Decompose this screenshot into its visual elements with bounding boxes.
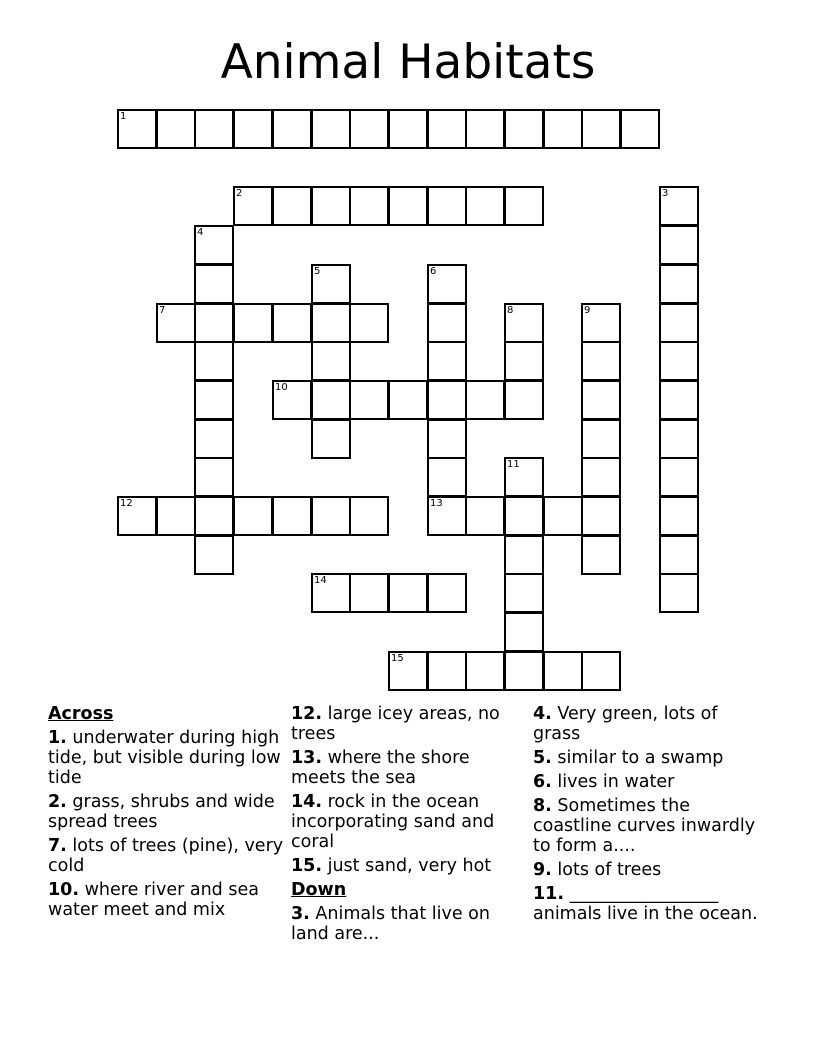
grid-cell[interactable] — [659, 573, 699, 613]
grid-cell[interactable] — [349, 109, 389, 149]
grid-cell[interactable] — [311, 496, 351, 536]
cell-number: 5 — [314, 266, 321, 277]
clue-down-8 — [533, 796, 763, 856]
grid-cell[interactable] — [427, 573, 467, 613]
clue-number: 12. — [291, 704, 323, 724]
grid-cell[interactable] — [659, 496, 699, 536]
grid-cell[interactable] — [427, 303, 467, 343]
cell-number: 14 — [314, 575, 327, 586]
grid-cell[interactable] — [272, 303, 312, 343]
cell-number: 11 — [507, 459, 520, 470]
cell-number: 9 — [584, 305, 591, 316]
grid-cell[interactable] — [581, 380, 621, 420]
grid-cell[interactable] — [349, 380, 389, 420]
clue-text: lives in water — [557, 772, 675, 792]
grid-cell[interactable] — [427, 457, 467, 497]
grid-cell[interactable] — [465, 109, 505, 149]
grid-cell[interactable] — [194, 419, 234, 459]
grid-cell[interactable] — [659, 225, 699, 265]
grid-cell[interactable] — [620, 109, 660, 149]
clue-across-14 — [291, 792, 529, 852]
across-heading: Across — [48, 704, 114, 724]
page-title: Animal Habitats — [220, 35, 596, 90]
grid-cell[interactable] — [504, 380, 544, 420]
grid-cell[interactable] — [156, 109, 196, 149]
grid-cell[interactable] — [156, 496, 196, 536]
grid-cell[interactable] — [233, 186, 273, 226]
grid-cell[interactable] — [233, 109, 273, 149]
clue-across-7 — [48, 836, 286, 876]
cell-number: 15 — [391, 653, 404, 664]
grid-cell[interactable] — [427, 380, 467, 420]
clue-number: 13. — [291, 748, 323, 768]
grid-cell[interactable] — [465, 380, 505, 420]
clue-number: 4. — [533, 704, 552, 724]
grid-cell[interactable] — [194, 457, 234, 497]
grid-cell[interactable] — [427, 264, 467, 304]
grid-cell[interactable] — [659, 303, 699, 343]
grid-cell[interactable] — [272, 380, 312, 420]
grid-cell[interactable] — [194, 535, 234, 575]
grid-cell[interactable] — [504, 341, 544, 381]
grid-cell[interactable] — [272, 496, 312, 536]
grid-cell[interactable] — [194, 380, 234, 420]
clue-text: Very green, lots of grass — [533, 704, 718, 744]
grid-cell[interactable] — [504, 535, 544, 575]
grid-cell[interactable] — [581, 419, 621, 459]
grid-cell[interactable] — [311, 264, 351, 304]
grid-cell[interactable] — [194, 109, 234, 149]
grid-cell[interactable] — [311, 419, 351, 459]
clue-number: 15. — [291, 856, 323, 876]
clue-text: where river and sea water meet and mix — [48, 880, 259, 920]
grid-cell[interactable] — [659, 186, 699, 226]
cell-number: 8 — [507, 305, 514, 316]
cell-number: 3 — [662, 188, 669, 199]
grid-cell[interactable] — [194, 303, 234, 343]
cell-number: 1 — [120, 111, 127, 122]
grid-cell[interactable] — [388, 109, 428, 149]
cell-number: 6 — [430, 266, 437, 277]
clue-number: 9. — [533, 860, 552, 880]
clue-text: rock in the ocean incorporating sand and coral — [291, 792, 495, 852]
clue-down-11 — [533, 884, 763, 924]
grid-cell[interactable] — [156, 303, 196, 343]
grid-cell[interactable] — [194, 496, 234, 536]
cell-number: 13 — [430, 498, 443, 509]
clue-down-9 — [533, 860, 763, 880]
grid-cell[interactable] — [272, 186, 312, 226]
clue-across-2 — [48, 792, 286, 832]
down-heading: Down — [291, 880, 347, 900]
clue-across-15 — [291, 856, 529, 876]
grid-cell[interactable] — [349, 573, 389, 613]
grid-cell[interactable] — [659, 380, 699, 420]
grid-cell[interactable] — [349, 496, 389, 536]
grid-cell[interactable] — [117, 109, 157, 149]
grid-cell[interactable] — [388, 186, 428, 226]
clue-number: 10. — [48, 880, 80, 900]
grid-cell[interactable] — [194, 225, 234, 265]
cell-number: 7 — [159, 305, 166, 316]
clue-number: 6. — [533, 772, 552, 792]
clue-number: 5. — [533, 748, 552, 768]
clue-number: 2. — [48, 792, 67, 812]
clue-number: 8. — [533, 796, 552, 816]
clue-number: 3. — [291, 904, 310, 924]
clue-number: 14. — [291, 792, 323, 812]
clue-down-5 — [533, 748, 763, 768]
grid-cell[interactable] — [427, 496, 467, 536]
grid-cell[interactable] — [659, 535, 699, 575]
clue-across-13 — [291, 748, 529, 788]
cell-number: 2 — [236, 188, 243, 199]
grid-cell[interactable] — [504, 186, 544, 226]
clue-text: lots of trees — [557, 860, 662, 880]
grid-cell[interactable] — [543, 651, 583, 691]
grid-cell[interactable] — [581, 496, 621, 536]
grid-cell[interactable] — [465, 496, 505, 536]
clue-across-12 — [291, 704, 529, 744]
clue-down-6 — [533, 772, 763, 792]
grid-cell[interactable] — [388, 651, 428, 691]
grid-cell[interactable] — [311, 109, 351, 149]
grid-cell[interactable] — [504, 109, 544, 149]
clue-text: Sometimes the coastline curves inwardly to form a.... — [533, 796, 756, 856]
clue-down-4 — [533, 704, 763, 744]
grid-cell[interactable] — [427, 419, 467, 459]
grid-cell[interactable] — [311, 186, 351, 226]
grid-cell[interactable] — [233, 496, 273, 536]
grid-cell[interactable] — [581, 341, 621, 381]
grid-cell[interactable] — [504, 573, 544, 613]
grid-cell[interactable] — [427, 109, 467, 149]
grid-cell[interactable] — [504, 303, 544, 343]
grid-cell[interactable] — [581, 457, 621, 497]
grid-cell[interactable] — [349, 186, 389, 226]
cell-number: 10 — [275, 382, 288, 393]
clue-across-1 — [48, 728, 286, 788]
grid-cell[interactable] — [504, 612, 544, 652]
clue-column-3 — [533, 704, 763, 928]
grid-cell[interactable] — [194, 341, 234, 381]
grid-cell[interactable] — [233, 303, 273, 343]
grid-cell[interactable] — [581, 651, 621, 691]
grid-cell[interactable] — [659, 264, 699, 304]
clue-text: large icey areas, no trees — [291, 704, 500, 744]
grid-cell[interactable] — [349, 303, 389, 343]
grid-cell[interactable] — [117, 496, 157, 536]
grid-cell[interactable] — [311, 380, 351, 420]
clue-text: underwater during high tide, but visible during low tide — [48, 728, 281, 788]
grid-cell[interactable] — [465, 186, 505, 226]
clue-column-1 — [48, 704, 286, 924]
cell-number: 4 — [197, 227, 204, 238]
grid-cell[interactable] — [581, 535, 621, 575]
cell-number: 12 — [120, 498, 133, 509]
clue-text: where the shore meets the sea — [291, 748, 470, 788]
grid-cell[interactable] — [659, 419, 699, 459]
grid-cell[interactable] — [388, 573, 428, 613]
clue-number: 11. — [533, 884, 565, 904]
clue-across-10 — [48, 880, 286, 920]
clue-number: 7. — [48, 836, 67, 856]
clue-text: just sand, very hot — [327, 856, 492, 876]
clue-text: grass, shrubs and wide spread trees — [48, 792, 275, 832]
grid-cell[interactable] — [659, 341, 699, 381]
clue-column-2 — [291, 704, 529, 948]
clue-down-3 — [291, 904, 529, 944]
grid-cell[interactable] — [504, 651, 544, 691]
grid-cell[interactable] — [543, 109, 583, 149]
clue-number: 1. — [48, 728, 67, 748]
grid-cell[interactable] — [311, 303, 351, 343]
clue-text: _________________ animals live in the ocean. — [533, 884, 758, 924]
grid-cell[interactable] — [581, 303, 621, 343]
grid-cell[interactable] — [659, 457, 699, 497]
grid-cell[interactable] — [543, 496, 583, 536]
grid-cell[interactable] — [581, 109, 621, 149]
grid-cell[interactable] — [194, 264, 234, 304]
grid-cell[interactable] — [465, 651, 505, 691]
grid-cell[interactable] — [504, 457, 544, 497]
clue-text: Animals that live on land are... — [291, 904, 490, 944]
grid-cell[interactable] — [388, 380, 428, 420]
grid-cell[interactable] — [427, 341, 467, 381]
clue-text: similar to a swamp — [557, 748, 724, 768]
grid-cell[interactable] — [311, 341, 351, 381]
grid-cell[interactable] — [427, 186, 467, 226]
grid-cell[interactable] — [504, 496, 544, 536]
grid-cell[interactable] — [272, 109, 312, 149]
grid-cell[interactable] — [427, 651, 467, 691]
clue-text: lots of trees (pine), very cold — [48, 836, 284, 876]
grid-cell[interactable] — [311, 573, 351, 613]
